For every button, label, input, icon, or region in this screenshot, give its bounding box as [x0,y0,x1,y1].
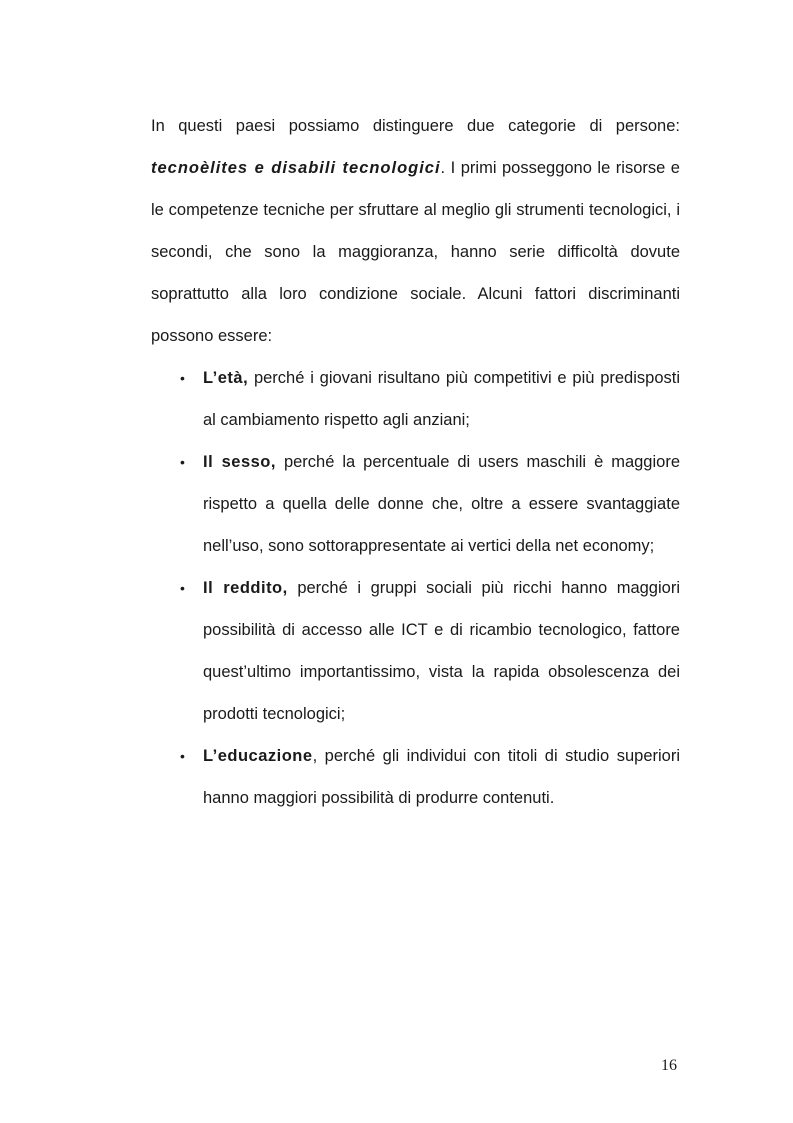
intro-text-start: In questi paesi possiamo distinguere due categorie di persone: [151,117,680,135]
list-item [151,357,680,441]
factor-term: Il reddito, [203,579,288,597]
list-item [151,567,680,735]
factor-description: perché i giovani risultano più competitivi e più predisposti al cambiamento rispetto agli anziani; [203,369,680,429]
factor-description: perché i gruppi sociali più ricchi hanno maggiori possibilità di accesso alle ICT e di ricambio tecnologico, fattore quest’ultimo importantissimo, vista la rapida obsolescenza dei prodotti tecnologici; [203,579,680,723]
factor-term: L’educazione [203,747,313,765]
factor-term: L’età, [203,369,249,387]
list-item [151,735,680,819]
bullet-icon: • [180,580,185,596]
bullet-icon: • [180,748,185,764]
factors-list [151,357,680,819]
bullet-icon: • [180,454,185,470]
factor-term: Il sesso, [203,453,276,471]
factor-description: perché la percentuale di users maschili è maggiore rispetto a quella delle donne che, oltre a essere svantaggiate nell’uso, sono sottorappresentate ai vertici della net economy; [203,453,680,555]
intro-paragraph [151,105,680,357]
intro-text-end: . I primi posseggono le risorse e le competenze tecniche per sfruttare al meglio gli strumenti tecnologici, i secondi, che sono la maggioranza, hanno serie difficoltà dovute soprattutto alla loro condizione sociale. Alcuni fattori discriminanti possono essere: [151,159,680,345]
body-text [151,105,680,819]
bullet-icon: • [180,370,185,386]
factor-description: , perché gli individui con titoli di studio superiori hanno maggiori possibilità di produrre contenuti. [203,747,680,807]
page-number: 16 [661,1057,677,1074]
list-item [151,441,680,567]
intro-emphasis: tecnoèlites e disabili tecnologici [151,159,441,177]
